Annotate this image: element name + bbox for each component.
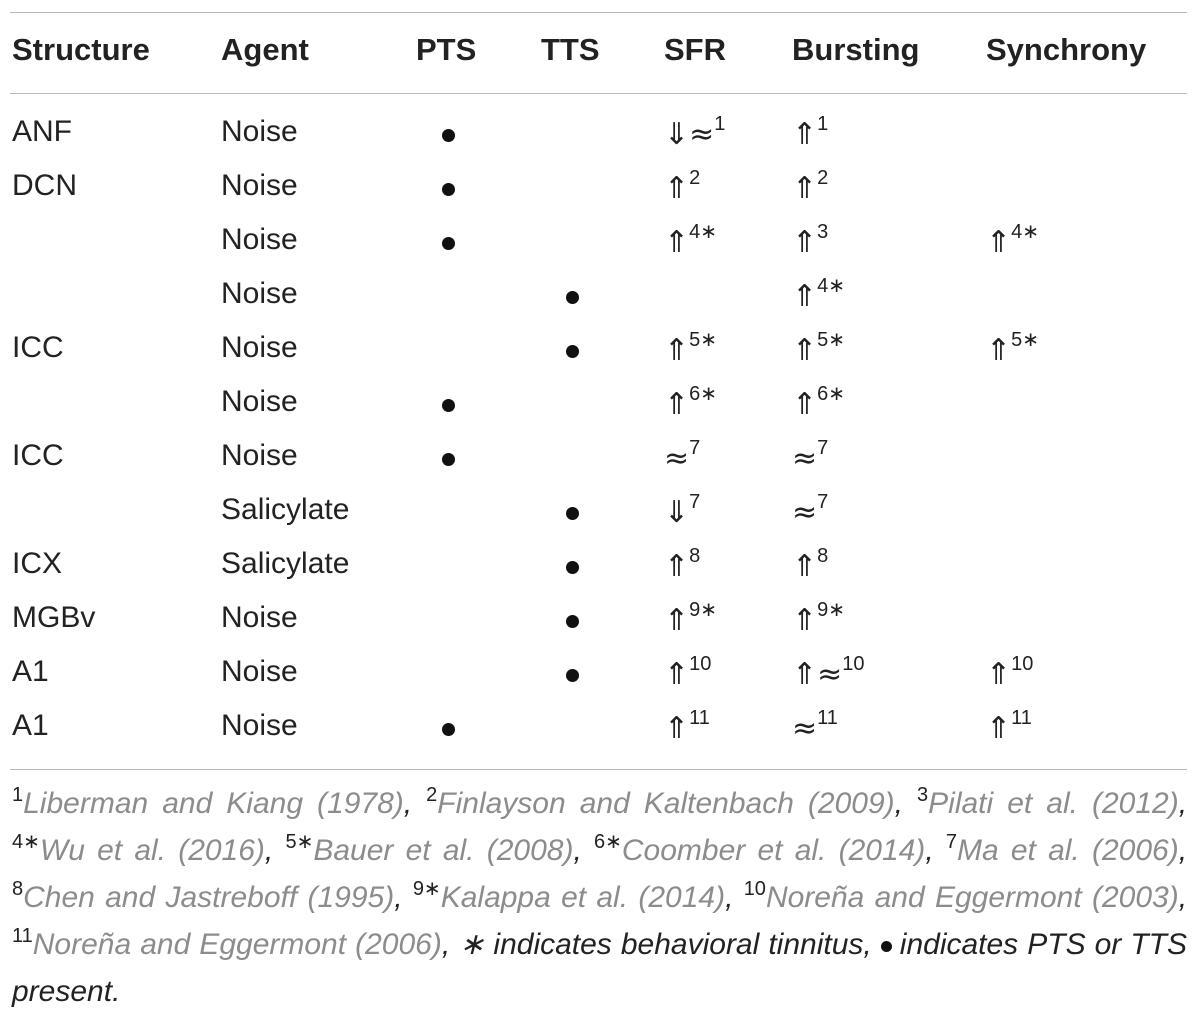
header-agent: Agent	[221, 32, 309, 67]
sfr-ref-number: 4∗	[689, 221, 718, 243]
sfr-change-symbol: ⇑	[664, 387, 690, 422]
cell-agent: Noise	[221, 709, 298, 742]
cell-bursting-change	[792, 599, 846, 638]
cell-bursting-change	[792, 221, 829, 260]
tts-present-dot-icon	[566, 615, 579, 628]
cell-structure: A1	[12, 655, 49, 688]
sfr-ref-number: 2	[689, 167, 701, 189]
footnote-citation: Bauer et al. (2008)	[313, 834, 574, 867]
bursting-ref-number: 9∗	[817, 599, 846, 621]
cell-structure: ICC	[12, 331, 64, 364]
bursting-ref-number: 10	[842, 653, 865, 675]
pts-present-dot-icon	[442, 723, 455, 736]
synchrony-change-symbol: ⇑	[986, 711, 1012, 746]
cell-bursting-change	[792, 653, 865, 692]
cell-synchrony-change	[986, 707, 1032, 746]
cell-sfr-change	[664, 113, 726, 152]
cell-synchrony-change	[986, 221, 1040, 260]
bursting-change-symbol: ⇑	[792, 279, 818, 314]
cell-bursting-change	[792, 707, 838, 746]
sfr-change-symbol: ⇑	[664, 657, 690, 692]
cell-sfr-change	[664, 437, 701, 476]
cell-bursting-change	[792, 437, 829, 476]
sfr-change-symbol: ⇑	[664, 603, 690, 638]
pts-present-dot-icon	[442, 183, 455, 196]
footnote-ref-number: 8	[12, 878, 24, 900]
cell-structure: ANF	[12, 115, 72, 148]
cell-sfr-change	[664, 491, 701, 530]
cell-sfr-change	[664, 221, 718, 260]
bursting-ref-number: 5∗	[817, 329, 846, 351]
cell-sfr-change	[664, 653, 712, 692]
cell-sfr-change	[664, 167, 701, 206]
tts-present-dot-icon	[566, 507, 579, 520]
cell-agent: Noise	[221, 655, 298, 688]
cell-bursting-change	[792, 329, 846, 368]
header-tts: TTS	[541, 32, 600, 67]
sfr-ref-number: 9∗	[689, 599, 718, 621]
footnote-ref-number: 10	[743, 878, 766, 900]
cell-agent: Noise	[221, 277, 298, 310]
sfr-change-symbol: ⇑	[664, 225, 690, 260]
pts-present-dot-icon	[442, 399, 455, 412]
cell-synchrony-change	[986, 653, 1034, 692]
sfr-ref-number: 8	[689, 545, 701, 567]
header-synchrony: Synchrony	[986, 32, 1147, 67]
sfr-ref-number: 7	[689, 491, 701, 513]
footnote-ref-number: 4∗	[12, 831, 40, 853]
footnote-citation: Noreña and Eggermont (2003)	[765, 881, 1179, 914]
cell-sfr-change	[664, 383, 718, 422]
bursting-change-symbol: ⇑	[792, 171, 818, 206]
bursting-change-symbol: ≈	[792, 441, 818, 476]
synchrony-change-symbol: ⇑	[986, 225, 1012, 260]
cell-synchrony-change	[986, 329, 1040, 368]
cell-bursting-change	[792, 113, 829, 152]
footnote-citation: Noreña and Eggermont (2006)	[32, 928, 442, 961]
bursting-ref-number: 3	[817, 221, 829, 243]
cell-agent: Noise	[221, 385, 298, 418]
cell-agent: Salicylate	[221, 493, 350, 526]
header-bursting: Bursting	[792, 32, 920, 67]
sfr-change-symbol: ⇑	[664, 171, 690, 206]
table-footnote: $^1$Liberman and Kiang (1978), $^2$Finlayson and Kaltenbach (2009), $^3$Pilati et al. (2012), $^{4∗}$Wu et al. (2016), $^{5∗}$Bauer et al. (2008), $^{6∗}$Coomber et al. (2014), $^7$Ma et al. (2006), $^8$Chen and Jastreboff (1995), $^{9∗}$Kalappa et al. (2014), $^{10}$Noreña and Eggermont (2003), $^{11}$Noreña and Eggermont (2006), ∗ indicates behavioral tinnitus, indicates PTS or TTS present.	[12, 784, 1188, 1008]
header-pts: PTS	[416, 32, 477, 67]
cell-agent: Noise	[221, 223, 298, 256]
footnote-ref-number: 6∗	[594, 831, 622, 853]
sfr-change-symbol: ⇑	[664, 549, 690, 584]
bursting-change-symbol: ⇑	[792, 549, 818, 584]
cell-structure: A1	[12, 709, 49, 742]
bullet-dot-icon	[881, 941, 892, 952]
header-structure: Structure	[12, 32, 150, 67]
bursting-ref-number: 11	[817, 707, 838, 729]
bursting-change-symbol: ≈	[792, 711, 818, 746]
bursting-change-symbol: ⇑	[792, 117, 818, 152]
cell-sfr-change	[664, 329, 718, 368]
bursting-ref-number: 2	[817, 167, 829, 189]
cell-sfr-change	[664, 545, 701, 584]
bursting-change-symbol: ⇑	[792, 333, 818, 368]
synchrony-change-symbol: ⇑	[986, 333, 1012, 368]
bursting-change-symbol: ≈	[792, 495, 818, 530]
cell-agent: Noise	[221, 169, 298, 202]
footnote-citation: Kalappa et al. (2014)	[440, 881, 726, 914]
sfr-ref-number: 11	[689, 707, 710, 729]
bursting-ref-number: 7	[817, 491, 829, 513]
cell-bursting-change	[792, 491, 829, 530]
cell-structure: ICC	[12, 439, 64, 472]
footnote-ref-number: 3	[917, 784, 929, 806]
footnote-citation: Wu et al. (2016)	[39, 834, 265, 867]
sfr-change-symbol: ⇓≈	[664, 117, 715, 152]
tts-present-dot-icon	[566, 291, 579, 304]
bursting-ref-number: 8	[817, 545, 829, 567]
bursting-ref-number: 6∗	[817, 383, 846, 405]
tts-present-dot-icon	[566, 345, 579, 358]
cell-bursting-change	[792, 545, 829, 584]
footnote-citation: Pilati et al. (2012)	[928, 787, 1179, 820]
bursting-change-symbol: ⇑≈	[792, 657, 843, 692]
synchrony-change-symbol: ⇑	[986, 657, 1012, 692]
bursting-change-symbol: ⇑	[792, 387, 818, 422]
sfr-ref-number: 10	[689, 653, 712, 675]
bursting-ref-number: 4∗	[817, 275, 846, 297]
footnote-citation: Ma et al. (2006)	[956, 834, 1179, 867]
bursting-change-symbol: ⇑	[792, 225, 818, 260]
tts-present-dot-icon	[566, 669, 579, 682]
sfr-change-symbol: ⇑	[664, 711, 690, 746]
header-rule	[10, 93, 1187, 94]
synchrony-ref-number: 4∗	[1011, 221, 1040, 243]
footnote-ref-number: 5∗	[285, 831, 314, 853]
sfr-change-symbol: ⇑	[664, 333, 690, 368]
footnote-ref-number: 1	[12, 784, 24, 806]
table-top-rule	[10, 12, 1187, 13]
bursting-ref-number: 7	[817, 437, 829, 459]
cell-structure: MGBv	[12, 601, 96, 634]
sfr-change-symbol: ≈	[664, 441, 690, 476]
footnote-citation: Chen and Jastreboff (1995)	[23, 881, 395, 914]
footnote-ref-number: 7	[945, 831, 957, 853]
cell-bursting-change	[792, 167, 829, 206]
table-bottom-rule	[10, 769, 1187, 770]
footnote-citation: Finlayson and Kaltenbach (2009)	[437, 787, 895, 820]
sfr-ref-number: 1	[714, 113, 726, 135]
cell-agent: Noise	[221, 439, 298, 472]
footnote-ref-number: 2	[426, 784, 438, 806]
pts-present-dot-icon	[442, 453, 455, 466]
cell-agent: Noise	[221, 601, 298, 634]
footnote-ref-number: 9∗	[412, 878, 441, 900]
cell-agent: Salicylate	[221, 547, 350, 580]
synchrony-ref-number: 5∗	[1011, 329, 1040, 351]
sfr-ref-number: 5∗	[689, 329, 718, 351]
bursting-change-symbol: ⇑	[792, 603, 818, 638]
synchrony-ref-number: 11	[1011, 707, 1032, 729]
cell-structure: DCN	[12, 169, 77, 202]
synchrony-ref-number: 10	[1011, 653, 1034, 675]
header-sfr: SFR	[664, 32, 726, 67]
cell-agent: Noise	[221, 115, 298, 148]
footnote-citation: Liberman and Kiang (1978)	[23, 787, 404, 820]
cell-sfr-change	[664, 707, 710, 746]
bursting-ref-number: 1	[817, 113, 829, 135]
cell-bursting-change	[792, 275, 846, 314]
pts-present-dot-icon	[442, 129, 455, 142]
footnote-star-note: ∗ indicates behavioral tinnitus,	[459, 928, 881, 961]
sfr-change-symbol: ⇓	[664, 495, 690, 530]
sfr-ref-number: 7	[689, 437, 701, 459]
cell-agent: Noise	[221, 331, 298, 364]
tts-present-dot-icon	[566, 561, 579, 574]
footnote-citation: Coomber et al. (2014)	[621, 834, 926, 867]
cell-bursting-change	[792, 383, 846, 422]
footnote-dot-note: indicates PTS or TTS present.	[12, 928, 1188, 1008]
cell-sfr-change	[664, 599, 718, 638]
sfr-ref-number: 6∗	[689, 383, 718, 405]
cell-structure: ICX	[12, 547, 63, 580]
pts-present-dot-icon	[442, 237, 455, 250]
footnote-ref-number: 11	[12, 925, 33, 947]
